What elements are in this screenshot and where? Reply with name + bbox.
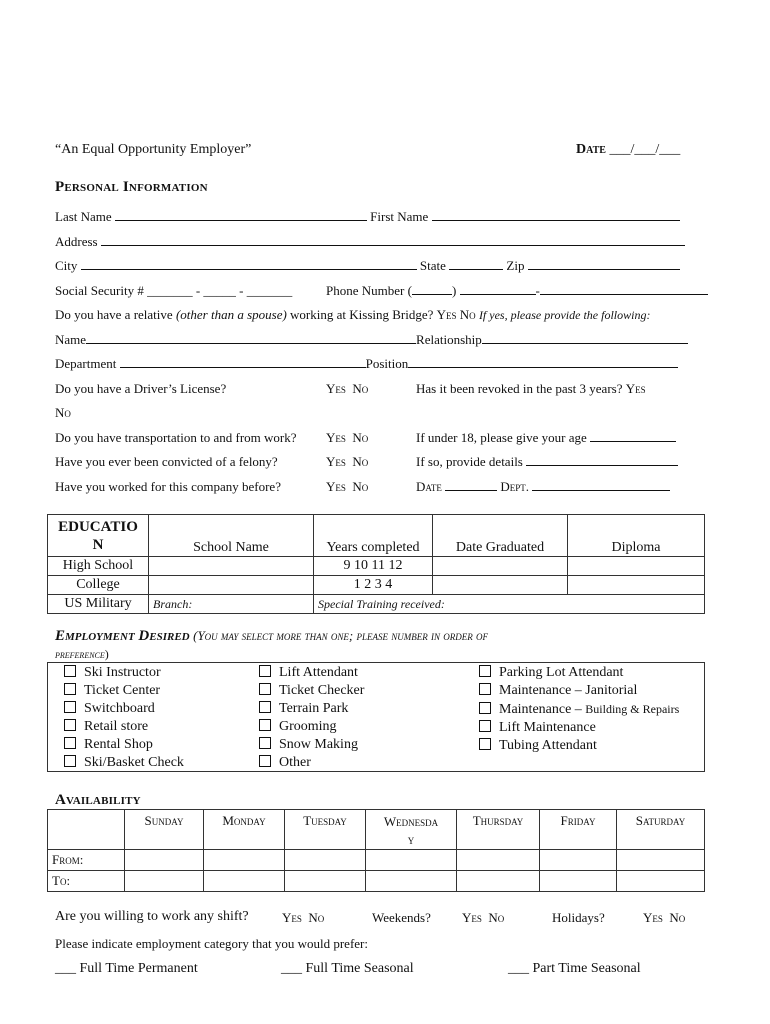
phone-prefix-field[interactable] [460, 283, 536, 295]
availability-table [47, 809, 705, 892]
weekends-yes-no[interactable] [462, 910, 504, 926]
option-label: Ski Instructor [84, 665, 161, 680]
to-wednesday[interactable] [366, 871, 457, 892]
option-maintenance-janitorial[interactable] [479, 682, 679, 700]
worked-date-field[interactable] [445, 479, 497, 491]
availability-heading: Availability [55, 792, 141, 808]
education-heading-line1: EDUCATIO [58, 518, 138, 535]
option-label: Rental Shop [84, 737, 153, 752]
personal-info-heading: Personal Information [55, 179, 208, 195]
state-field[interactable] [449, 258, 503, 270]
worked-yes-no[interactable] [326, 479, 368, 495]
option-label: Other [279, 755, 311, 770]
option-label: Maintenance – Janitorial [499, 683, 638, 698]
option-full-time-seasonal[interactable]: ___ Full Time Seasonal [281, 961, 414, 976]
to-friday[interactable] [540, 871, 617, 892]
weekends-yes-option[interactable]: Yes [462, 910, 482, 925]
employment-note-line2 [55, 647, 109, 662]
relative-name-row [55, 332, 688, 348]
license-no-option[interactable]: No [352, 381, 369, 396]
holidays-yes-no[interactable] [643, 910, 685, 926]
transport-yes-no[interactable] [326, 430, 368, 446]
to-tuesday[interactable] [285, 871, 366, 892]
checkbox-icon[interactable] [259, 665, 271, 677]
checkbox-icon[interactable] [259, 737, 271, 749]
state-label: State [419, 258, 446, 273]
date-label: Date [576, 142, 606, 157]
age-row [416, 430, 676, 446]
checkbox-icon[interactable] [259, 755, 271, 767]
from-wednesday[interactable] [366, 850, 457, 871]
option-label: Snow Making [279, 737, 358, 752]
felony-no-option[interactable]: No [352, 454, 369, 469]
from-label: From: [48, 850, 125, 871]
education-heading-line2: N [92, 536, 104, 553]
license-yes-option[interactable]: Yes [326, 381, 346, 396]
relative-q-text2: working at Kissing Bridge? [290, 307, 434, 322]
holidays-yes-option[interactable]: Yes [643, 910, 663, 925]
option-ski-basket-check[interactable] [64, 754, 184, 772]
hs-diploma-cell[interactable] [568, 557, 705, 576]
day-wednesday-part2: y [407, 832, 415, 847]
checkbox-icon[interactable] [64, 755, 76, 767]
city-label: City [55, 258, 78, 273]
option-label: Ticket Center [84, 683, 161, 698]
from-friday[interactable] [540, 850, 617, 871]
first-name-field[interactable] [432, 209, 680, 221]
employment-note: (You may select more than one; please number in order of [193, 628, 488, 643]
from-tuesday[interactable] [285, 850, 366, 871]
option-terrain-park[interactable] [259, 700, 364, 718]
college-diploma-cell[interactable] [568, 576, 705, 595]
ssn-field[interactable]: Social Security # _______ - _____ - _______ [55, 283, 293, 298]
department-field[interactable] [120, 356, 366, 368]
employment-col2 [259, 664, 364, 772]
revoked-q-text: Has it been revoked in the past 3 years? [416, 381, 623, 396]
category-question: Please indicate employment category that you would prefer: [55, 936, 368, 951]
option-label: Parking Lot Attendant [499, 665, 624, 680]
option-label: Grooming [279, 719, 337, 734]
col-diploma: Diploma [568, 515, 705, 557]
department-row [55, 356, 678, 372]
day-tuesday: Tuesday [285, 810, 366, 850]
relative-question [55, 307, 650, 323]
option-lift-attendant[interactable] [259, 664, 364, 682]
shift-question: Are you willing to work any shift? [55, 909, 249, 924]
phone-row[interactable] [326, 283, 708, 299]
option-ski-instructor[interactable] [64, 664, 184, 682]
transport-yes-option[interactable]: Yes [326, 430, 346, 445]
row-high-school: High School [48, 557, 149, 576]
weekends-no-option[interactable]: No [488, 910, 505, 925]
option-snow-making[interactable] [259, 736, 364, 754]
shift-yes-option[interactable]: Yes [282, 910, 302, 925]
to-saturday[interactable] [617, 871, 705, 892]
hs-years-cell[interactable]: 9 10 11 12 [314, 557, 433, 576]
day-sunday: Sunday [125, 810, 204, 850]
employment-col3 [479, 664, 679, 755]
felony-question: Have you ever been convicted of a felony? [55, 454, 278, 469]
worked-before-question: Have you worked for this company before? [55, 479, 281, 494]
checkbox-icon[interactable] [259, 701, 271, 713]
relative-note: (other than a spouse) [175, 307, 287, 322]
option-other[interactable] [259, 754, 364, 772]
from-saturday[interactable] [617, 850, 705, 871]
phone-area-field[interactable] [412, 283, 452, 295]
hs-school-cell[interactable] [149, 557, 314, 576]
table-row [48, 595, 705, 614]
to-thursday[interactable] [457, 871, 540, 892]
date-blank: ___/___/___ [609, 142, 681, 157]
option-switchboard[interactable] [64, 700, 184, 718]
relative-no-option[interactable]: No [459, 307, 476, 322]
relationship-label: Relationship [416, 332, 482, 347]
option-label: Tubing Attendant [499, 738, 597, 753]
relative-follow-note: If yes, please provide the following: [478, 308, 651, 322]
from-sunday[interactable] [125, 850, 204, 871]
address-row [55, 234, 685, 250]
option-label: Maintenance – [499, 702, 582, 717]
table-row [48, 850, 705, 871]
option-full-time-permanent[interactable]: ___ Full Time Permanent [55, 961, 198, 976]
option-grooming[interactable] [259, 718, 364, 736]
option-label: Switchboard [84, 701, 155, 716]
zip-label: Zip [506, 258, 525, 273]
option-parking-lot-attendant[interactable] [479, 664, 679, 682]
holidays-no-option[interactable]: No [669, 910, 686, 925]
felony-yes-option[interactable]: Yes [326, 454, 346, 469]
from-thursday[interactable] [457, 850, 540, 871]
option-rental-shop[interactable] [64, 736, 184, 754]
city-row [55, 258, 680, 274]
shift-yes-no[interactable] [282, 910, 324, 926]
employment-note-preference: preference [55, 647, 105, 661]
employer-slogan: “An Equal Opportunity Employer” [55, 142, 252, 157]
to-sunday[interactable] [125, 871, 204, 892]
phone-dash: - [535, 283, 540, 298]
table-row [48, 557, 705, 576]
row-college: College [48, 576, 149, 595]
date-field[interactable] [576, 142, 680, 158]
option-sublabel: Building & Repairs [585, 702, 680, 716]
checkbox-icon[interactable] [479, 720, 491, 732]
shift-no-option[interactable]: No [308, 910, 325, 925]
col-school-name: School Name [149, 515, 314, 557]
college-graduated-cell[interactable] [433, 576, 568, 595]
last-name-row [55, 209, 680, 225]
education-heading [48, 515, 149, 557]
option-retail-store[interactable] [64, 718, 184, 736]
table-row [48, 871, 705, 892]
employment-heading-row [55, 628, 488, 645]
position-field[interactable] [408, 356, 678, 368]
felony-yes-no[interactable] [326, 454, 368, 470]
col-years-completed: Years completed [314, 515, 433, 557]
option-ticket-center[interactable] [64, 682, 184, 700]
to-label: To: [48, 871, 125, 892]
option-ticket-checker[interactable] [259, 682, 364, 700]
phone-label: Phone Number ( [326, 283, 412, 298]
from-monday[interactable] [204, 850, 285, 871]
relative-name-label: Name [55, 332, 87, 347]
phone-paren: ) [451, 283, 457, 298]
to-monday[interactable] [204, 871, 285, 892]
age-label: If under 18, please give your age [416, 430, 587, 445]
city-field[interactable] [81, 258, 417, 270]
relative-name-field[interactable] [86, 332, 416, 344]
transport-no-option[interactable]: No [352, 430, 369, 445]
relative-q-text: Do you have a relative [55, 307, 173, 322]
transport-question: Do you have transportation to and from work? [55, 430, 297, 445]
weekends-question: Weekends? [372, 910, 431, 925]
position-label: Position [365, 356, 409, 371]
checkbox-icon[interactable] [259, 719, 271, 731]
employment-note-close: ) [104, 647, 109, 661]
day-wednesday [366, 810, 457, 850]
details-label: If so, provide details [416, 454, 523, 469]
license-yes-no[interactable] [326, 381, 368, 397]
revoked-yes-option[interactable]: Yes [625, 381, 646, 396]
worked-yes-option[interactable]: Yes [326, 479, 346, 494]
license-question: Do you have a Driver’s License? [55, 381, 227, 396]
worked-date-label: Date [416, 479, 442, 494]
day-monday: Monday [204, 810, 285, 850]
employment-heading: Employment Desired [55, 628, 190, 644]
checkbox-icon[interactable] [64, 719, 76, 731]
details-field[interactable] [526, 454, 678, 466]
college-school-cell[interactable] [149, 576, 314, 595]
option-lift-maintenance[interactable] [479, 719, 679, 737]
address-label: Address [55, 234, 98, 249]
education-table [47, 514, 705, 614]
checkbox-icon[interactable] [64, 701, 76, 713]
option-label: Retail store [84, 719, 149, 734]
relationship-field[interactable] [482, 332, 688, 344]
col-date-graduated: Date Graduated [433, 515, 568, 557]
option-label: Terrain Park [279, 701, 349, 716]
checkbox-icon[interactable] [64, 683, 76, 695]
department-label: Department [55, 356, 117, 371]
holidays-question: Holidays? [552, 910, 605, 925]
zip-field[interactable] [528, 258, 680, 270]
day-saturday: Saturday [617, 810, 705, 850]
special-training-cell[interactable]: Special Training received: [314, 595, 705, 614]
last-name-label: Last Name [55, 209, 112, 224]
worked-dept-label: Dept. [500, 479, 530, 494]
option-label: Lift Attendant [279, 665, 358, 680]
hs-graduated-cell[interactable] [433, 557, 568, 576]
option-label: Ski/Basket Check [84, 755, 184, 770]
military-branch-cell[interactable]: Branch: [149, 595, 314, 614]
checkbox-icon[interactable] [479, 683, 491, 695]
phone-number-field[interactable] [540, 283, 708, 295]
option-maintenance-building[interactable] [479, 700, 679, 719]
worked-date-row [416, 479, 670, 495]
day-thursday: Thursday [457, 810, 540, 850]
last-name-field[interactable] [115, 209, 367, 221]
option-tubing-attendant[interactable] [479, 737, 679, 755]
option-part-time-seasonal[interactable]: ___ Part Time Seasonal [508, 961, 641, 976]
checkbox-icon[interactable] [259, 683, 271, 695]
relative-yes-option[interactable]: Yes [436, 307, 457, 322]
day-friday: Friday [540, 810, 617, 850]
revoked-no-option[interactable]: No [55, 405, 71, 420]
checkbox-icon[interactable] [64, 665, 76, 677]
address-field[interactable] [101, 234, 685, 246]
option-label: Ticket Checker [279, 683, 365, 698]
first-name-label: First Name [370, 209, 429, 224]
worked-dept-field[interactable] [532, 479, 670, 491]
details-row [416, 454, 678, 470]
checkbox-icon[interactable] [64, 737, 76, 749]
checkbox-icon[interactable] [479, 665, 491, 677]
table-row [48, 576, 705, 595]
checkbox-icon[interactable] [479, 702, 491, 714]
revoked-question [416, 381, 646, 397]
college-years-cell[interactable]: 1 2 3 4 [314, 576, 433, 595]
avail-corner-cell [48, 810, 125, 850]
worked-no-option[interactable]: No [352, 479, 369, 494]
checkbox-icon[interactable] [479, 738, 491, 750]
row-us-military: US Military [48, 595, 149, 614]
option-label: Lift Maintenance [499, 720, 596, 735]
employment-col1 [64, 664, 184, 772]
day-wednesday-part1: Wednesda [383, 814, 439, 829]
age-field[interactable] [590, 430, 676, 442]
